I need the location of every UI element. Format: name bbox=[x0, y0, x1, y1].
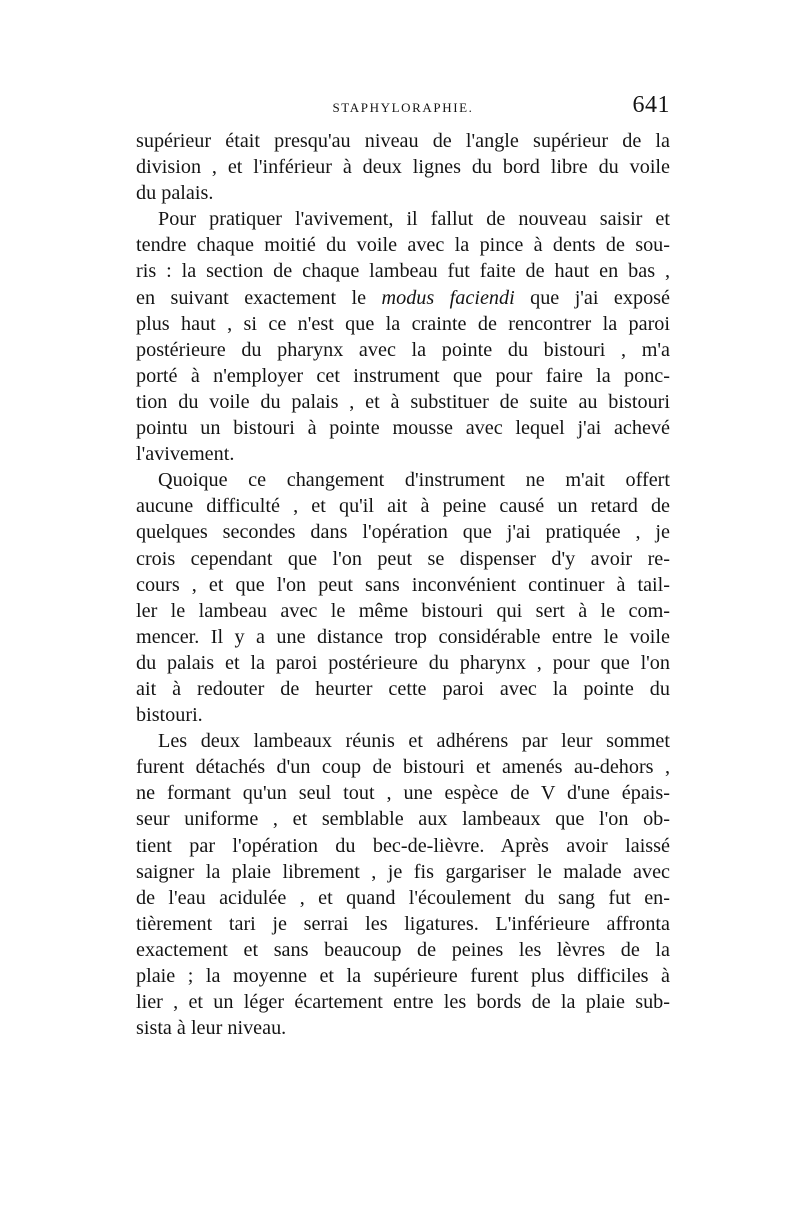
text-line bbox=[136, 258, 670, 284]
text-line bbox=[136, 598, 670, 624]
paragraph bbox=[136, 467, 670, 728]
text-line bbox=[136, 833, 670, 859]
text-line bbox=[136, 467, 670, 493]
running-head bbox=[136, 88, 670, 128]
text-line bbox=[136, 624, 670, 650]
text-line bbox=[136, 493, 670, 519]
text-segment: cours , et que l'on peut sans inconvénient continuer à tail- bbox=[136, 573, 670, 596]
text-line bbox=[136, 154, 670, 180]
text-line bbox=[136, 1015, 670, 1041]
paragraph bbox=[136, 206, 670, 467]
text-segment: plus haut , si ce n'est que la crainte de rencontrer la paroi bbox=[136, 312, 670, 335]
text-segment: Les deux lambeaux réunis et adhérens par leur sommet bbox=[158, 730, 670, 753]
text-line bbox=[136, 676, 670, 702]
paragraph bbox=[136, 728, 670, 1041]
text-segment: tion du voile du palais , et à substituer de suite au bistouri bbox=[136, 390, 670, 413]
italic-phrase: modus faciendi bbox=[381, 286, 515, 309]
text-line bbox=[136, 363, 670, 389]
running-title: STAPHYLORAPHIE. bbox=[332, 100, 474, 115]
text-segment: ris : la section de chaque lambeau fut faite de haut en bas , bbox=[136, 260, 670, 283]
text-line bbox=[136, 911, 670, 937]
text-line bbox=[136, 650, 670, 676]
text-segment: saigner la plaie librement , je fis gargariser le malade avec bbox=[136, 860, 670, 883]
text-segment: ne formant qu'un seul tout , une espèce de V d'une épais- bbox=[136, 782, 670, 805]
text-segment: tendre chaque moitié du voile avec la pince à dents de sou- bbox=[136, 234, 670, 257]
body-text bbox=[136, 128, 670, 1041]
text-segment: en suivant exactement le bbox=[136, 286, 382, 309]
text-segment: aucune difficulté , et qu'il ait à peine causé un retard de bbox=[136, 495, 670, 518]
text-line bbox=[136, 546, 670, 572]
text-segment: bistouri. bbox=[136, 704, 203, 727]
text-line bbox=[136, 232, 670, 258]
page-number: 641 bbox=[632, 92, 670, 118]
text-segment: plaie ; la moyenne et la supérieure furent plus difficiles à bbox=[136, 965, 670, 987]
text-segment: tièrement tari je serrai les ligatures. L'inférieure affronta bbox=[136, 912, 670, 935]
text-line bbox=[136, 806, 670, 832]
text-line bbox=[136, 206, 670, 232]
text-segment: furent détachés d'un coup de bistouri et amenés au-dehors , bbox=[136, 756, 670, 779]
text-segment: Quoique ce changement d'instrument ne m'ait offert bbox=[158, 469, 670, 492]
text-segment: supérieur était presqu'au niveau de l'angle supérieur de la bbox=[136, 130, 670, 152]
text-segment: que j'ai exposé bbox=[514, 286, 670, 309]
text-segment: porté à n'employer cet instrument que pour faire la ponc- bbox=[136, 364, 670, 387]
text-line bbox=[136, 963, 670, 989]
text-line bbox=[136, 754, 670, 780]
text-line bbox=[136, 885, 670, 911]
text-line bbox=[136, 311, 670, 337]
text-segment: mencer. Il y a une distance trop considérable entre le voile bbox=[136, 625, 670, 648]
text-segment: pointu un bistouri à pointe mousse avec lequel j'ai achevé bbox=[136, 417, 670, 440]
text-line bbox=[136, 441, 670, 467]
text-line bbox=[136, 937, 670, 963]
text-segment: seur uniforme , et semblable aux lambeaux que l'on ob- bbox=[136, 808, 670, 831]
text-segment: division , et l'inférieur à deux lignes du bord libre du voile bbox=[136, 156, 670, 179]
text-segment: l'avivement. bbox=[136, 443, 235, 466]
text-segment: sista à leur niveau. bbox=[136, 1017, 287, 1040]
text-segment: ait à redouter de heurter cette paroi avec la pointe du bbox=[136, 677, 670, 700]
text-line bbox=[136, 702, 670, 728]
text-line bbox=[136, 180, 670, 206]
text-line bbox=[136, 859, 670, 885]
paragraph bbox=[136, 128, 670, 206]
text-segment: du palais. bbox=[136, 182, 214, 205]
text-segment: crois cependant que l'on peut se dispenser d'y avoir re- bbox=[136, 547, 670, 570]
text-segment: postérieure du pharynx avec la pointe du bistouri , m'a bbox=[136, 338, 670, 361]
text-line bbox=[136, 128, 670, 154]
text-line bbox=[136, 519, 670, 545]
text-segment: tient par l'opération du bec-de-lièvre. Après avoir laissé bbox=[136, 834, 670, 857]
text-line bbox=[136, 415, 670, 441]
text-line bbox=[136, 572, 670, 598]
text-line bbox=[136, 780, 670, 806]
text-segment: lier , et un léger écartement entre les bords de la plaie sub- bbox=[136, 991, 670, 1014]
text-line bbox=[136, 285, 670, 311]
text-line bbox=[136, 728, 670, 754]
text-segment: quelques secondes dans l'opération que j'ai pratiquée , je bbox=[136, 521, 670, 544]
text-line bbox=[136, 989, 670, 1015]
text-segment: de l'eau acidulée , et quand l'écoulement du sang fut en- bbox=[136, 886, 670, 909]
text-segment: du palais et la paroi postérieure du pharynx , pour que l'on bbox=[136, 651, 670, 674]
text-segment: ler le lambeau avec le même bistouri qui sert à le com- bbox=[136, 599, 670, 622]
text-segment: Pour pratiquer l'avivement, il fallut de nouveau saisir et bbox=[158, 208, 670, 231]
text-line bbox=[136, 389, 670, 415]
text-line bbox=[136, 337, 670, 363]
text-segment: exactement et sans beaucoup de peines les lèvres de la bbox=[136, 938, 670, 961]
